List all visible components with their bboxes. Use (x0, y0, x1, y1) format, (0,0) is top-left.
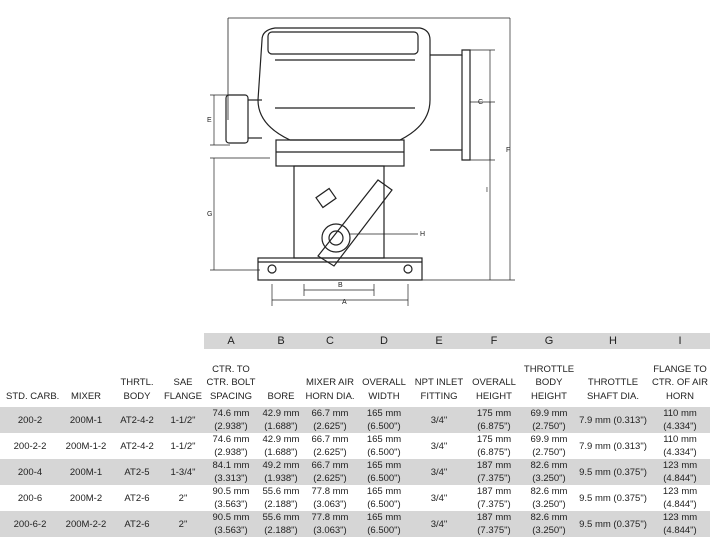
dim-label-g: G (207, 211, 213, 218)
cell-body: AT2-5 (112, 459, 162, 485)
cell-e: 3/4" (430, 492, 448, 504)
cell-c (304, 511, 356, 537)
header-throttle-body-height: THROTTLE BODY HEIGHT (523, 363, 575, 402)
cell-line: (2.750") (532, 421, 566, 432)
header-bolt-spacing: CTR. TO CTR. BOLT SPACING (206, 363, 256, 402)
cell-body: AT2-6 (124, 492, 150, 504)
cell-line: 82.6 mm (530, 512, 568, 523)
cell-line: 165 mm (366, 408, 402, 419)
cell-line: (4.334") (663, 447, 697, 458)
cell-mixer: 200M-2 (69, 492, 103, 504)
cell-line: 165 mm (366, 434, 402, 445)
cell-body: AT2-4-2 (112, 407, 162, 433)
cell-mixer: 200M-1-2 (65, 440, 107, 452)
col-letter: G (522, 333, 576, 349)
cell-d (356, 459, 412, 485)
cell-a (204, 407, 258, 433)
cell-c (304, 459, 356, 485)
cell-line: (3.063") (313, 525, 347, 536)
cell-line: 123 mm (662, 486, 698, 497)
cell-line: 165 mm (366, 460, 402, 471)
cell-h: 7.9 mm (0.313") (576, 407, 650, 433)
cell-line: 110 mm (663, 408, 697, 419)
cell-line: (3.250") (532, 473, 566, 484)
specs-table-wrap (0, 333, 726, 536)
cell-line: 187 mm (476, 460, 512, 471)
header-row (0, 349, 710, 407)
col-letter: D (356, 333, 412, 349)
cell-e: 3/4" (412, 511, 466, 537)
cell-line: (7.375") (477, 473, 511, 484)
cell-line: 69.9 mm (530, 408, 568, 419)
cell-line: 165 mm (366, 486, 402, 497)
cell-mixer: 200M-1 (60, 407, 112, 433)
col-letter: F (466, 333, 522, 349)
cell-c (304, 433, 356, 459)
cell-h: 9.5 mm (0.375") (576, 459, 650, 485)
cell-c (304, 485, 356, 511)
cell-i (650, 511, 710, 537)
cell-g (522, 433, 576, 459)
cell-line: (1.688") (264, 421, 298, 432)
dim-label-f: F (506, 147, 511, 154)
cell-line: (4.334") (663, 421, 697, 432)
cell-line: 66.7 mm (311, 408, 349, 419)
cell-d (356, 485, 412, 511)
col-letter: A (204, 333, 258, 349)
col-letter: E (412, 333, 466, 349)
cell-line: 77.8 mm (311, 486, 349, 497)
cell-line: (4.844") (663, 473, 697, 484)
cell-d (356, 433, 412, 459)
cell-line: (6.500") (367, 473, 401, 484)
cell-line: (2.188") (264, 499, 298, 510)
cell-line: 66.7 mm (311, 434, 349, 445)
cell-line: 175 mm (476, 434, 512, 445)
cell-f (466, 511, 522, 537)
cell-line: (6.875") (477, 421, 511, 432)
header-air-horn: MIXER AIR HORN DIA. (305, 377, 355, 402)
cell-f (466, 407, 522, 433)
cell-line: 187 mm (476, 486, 512, 497)
table-row (0, 485, 710, 511)
cell-line: (2.625") (313, 473, 347, 484)
cell-line: 82.6 mm (530, 486, 568, 497)
cell-g (522, 459, 576, 485)
cell-flange: 1-1/2" (170, 440, 196, 452)
table-row (0, 407, 710, 433)
cell-line: (6.500") (367, 525, 401, 536)
cell-line: 165 mm (366, 512, 402, 523)
cell-b (258, 433, 304, 459)
cell-carb: 200-6 (17, 492, 43, 504)
cell-carb: 200-4 (0, 459, 60, 485)
cell-g (522, 485, 576, 511)
cell-line: (6.875") (477, 447, 511, 458)
table-row (0, 511, 710, 537)
cell-mixer: 200M-2-2 (60, 511, 112, 537)
cell-line: 74.6 mm (212, 408, 250, 419)
cell-b (258, 485, 304, 511)
cell-line: (7.375") (477, 499, 511, 510)
header-overall-width: OVERALL WIDTH (362, 377, 406, 402)
cell-line: (2.625") (313, 447, 347, 458)
cell-b (258, 459, 304, 485)
cell-body: AT2-4-2 (120, 440, 154, 452)
cell-line: 110 mm (663, 434, 697, 445)
cell-flange: 1-3/4" (162, 459, 204, 485)
cell-b (258, 407, 304, 433)
cell-line: 187 mm (476, 512, 512, 523)
specs-table (0, 333, 710, 537)
cell-mixer: 200M-1 (60, 459, 112, 485)
table-row (0, 433, 710, 459)
header-bore: BORE (267, 390, 295, 402)
col-letter: H (576, 333, 650, 349)
cell-line: 42.9 mm (262, 434, 300, 445)
cell-a (204, 433, 258, 459)
cell-line: 42.9 mm (262, 408, 300, 419)
cell-line: (3.063") (313, 499, 347, 510)
cell-a (204, 511, 258, 537)
cell-line: 49.2 mm (262, 460, 300, 471)
header-flange-to-horn: FLANGE TO CTR. OF AIR HORN (652, 363, 708, 402)
cell-g (522, 511, 576, 537)
cell-e: 3/4" (412, 407, 466, 433)
cell-line: (2.750") (532, 447, 566, 458)
dim-label-h: H (420, 231, 426, 238)
col-letter: B (258, 333, 304, 349)
cell-line: 90.5 mm (212, 486, 250, 497)
header-overall-height: OVERALL HEIGHT (472, 377, 516, 402)
cell-line: (2.938") (214, 421, 248, 432)
cell-line: 77.8 mm (311, 512, 349, 523)
header-mixer: MIXER (70, 390, 102, 402)
cell-f (466, 485, 522, 511)
cell-line: 69.9 mm (530, 434, 568, 445)
cell-a (204, 485, 258, 511)
cell-line: 90.5 mm (212, 512, 250, 523)
header-npt-inlet: NPT INLET FITTING (414, 377, 464, 402)
cell-line: (3.250") (532, 499, 566, 510)
cell-flange: 2" (162, 511, 204, 537)
cell-line: 66.7 mm (311, 460, 349, 471)
dim-label-a: A (342, 299, 347, 306)
cell-d (356, 511, 412, 537)
cell-line: 84.1 mm (212, 460, 250, 471)
cell-a (204, 459, 258, 485)
cell-e: 3/4" (430, 440, 448, 452)
cell-f (466, 459, 522, 485)
cell-i (650, 407, 710, 433)
cell-b (258, 511, 304, 537)
cell-line: (3.563") (214, 499, 248, 510)
cell-i (650, 485, 710, 511)
cell-line: (3.563") (214, 525, 248, 536)
cell-line: (6.500") (367, 499, 401, 510)
cell-line: 82.6 mm (530, 460, 568, 471)
cell-line: (1.938") (264, 473, 298, 484)
cell-line: (6.500") (367, 447, 401, 458)
cell-h: 9.5 mm (0.375") (579, 492, 647, 504)
dim-label-e: E (207, 117, 212, 124)
cell-line: 74.6 mm (212, 434, 250, 445)
cell-body: AT2-6 (112, 511, 162, 537)
cell-line: 55.6 mm (262, 512, 300, 523)
cell-line: 123 mm (662, 460, 698, 471)
cell-line: (2.188") (264, 525, 298, 536)
cell-line: (3.250") (532, 525, 566, 536)
cell-line: (1.688") (264, 447, 298, 458)
column-letter-row (0, 333, 710, 349)
cell-line: (3.313") (214, 473, 248, 484)
cell-e: 3/4" (412, 459, 466, 485)
cell-line: 175 mm (476, 408, 512, 419)
cell-carb: 200-6-2 (0, 511, 60, 537)
cell-line: 123 mm (662, 512, 698, 523)
header-shaft-dia: THROTTLE SHAFT DIA. (586, 377, 640, 402)
cell-flange: 1-1/2" (162, 407, 204, 433)
cell-line: (2.625") (313, 421, 347, 432)
cell-line: (2.938") (214, 447, 248, 458)
header-sae-flange: SAE FLANGE (163, 377, 202, 402)
cell-line: (4.844") (663, 525, 697, 536)
dim-label-b: B (338, 282, 343, 289)
cell-i (650, 459, 710, 485)
table-row (0, 459, 710, 485)
cell-h: 9.5 mm (0.375") (576, 511, 650, 537)
cell-c (304, 407, 356, 433)
header-thrtl-body: THRTL. BODY (120, 377, 154, 402)
cell-carb: 200-2 (0, 407, 60, 433)
cell-line: (7.375") (477, 525, 511, 536)
dim-label-c: C (478, 99, 484, 106)
cell-h: 7.9 mm (0.313") (579, 440, 647, 452)
header-std-carb: STD. CARB. (6, 390, 60, 402)
cell-flange: 2" (178, 492, 188, 504)
col-letter: I (650, 333, 710, 349)
cell-line: (6.500") (367, 421, 401, 432)
cell-carb: 200-2-2 (13, 440, 47, 452)
cell-line: 55.6 mm (262, 486, 300, 497)
cell-d (356, 407, 412, 433)
dim-label-i: I (486, 187, 488, 194)
col-letter: C (304, 333, 356, 349)
cell-i (650, 433, 710, 459)
cell-g (522, 407, 576, 433)
cell-line: (4.844") (663, 499, 697, 510)
cell-f (466, 433, 522, 459)
